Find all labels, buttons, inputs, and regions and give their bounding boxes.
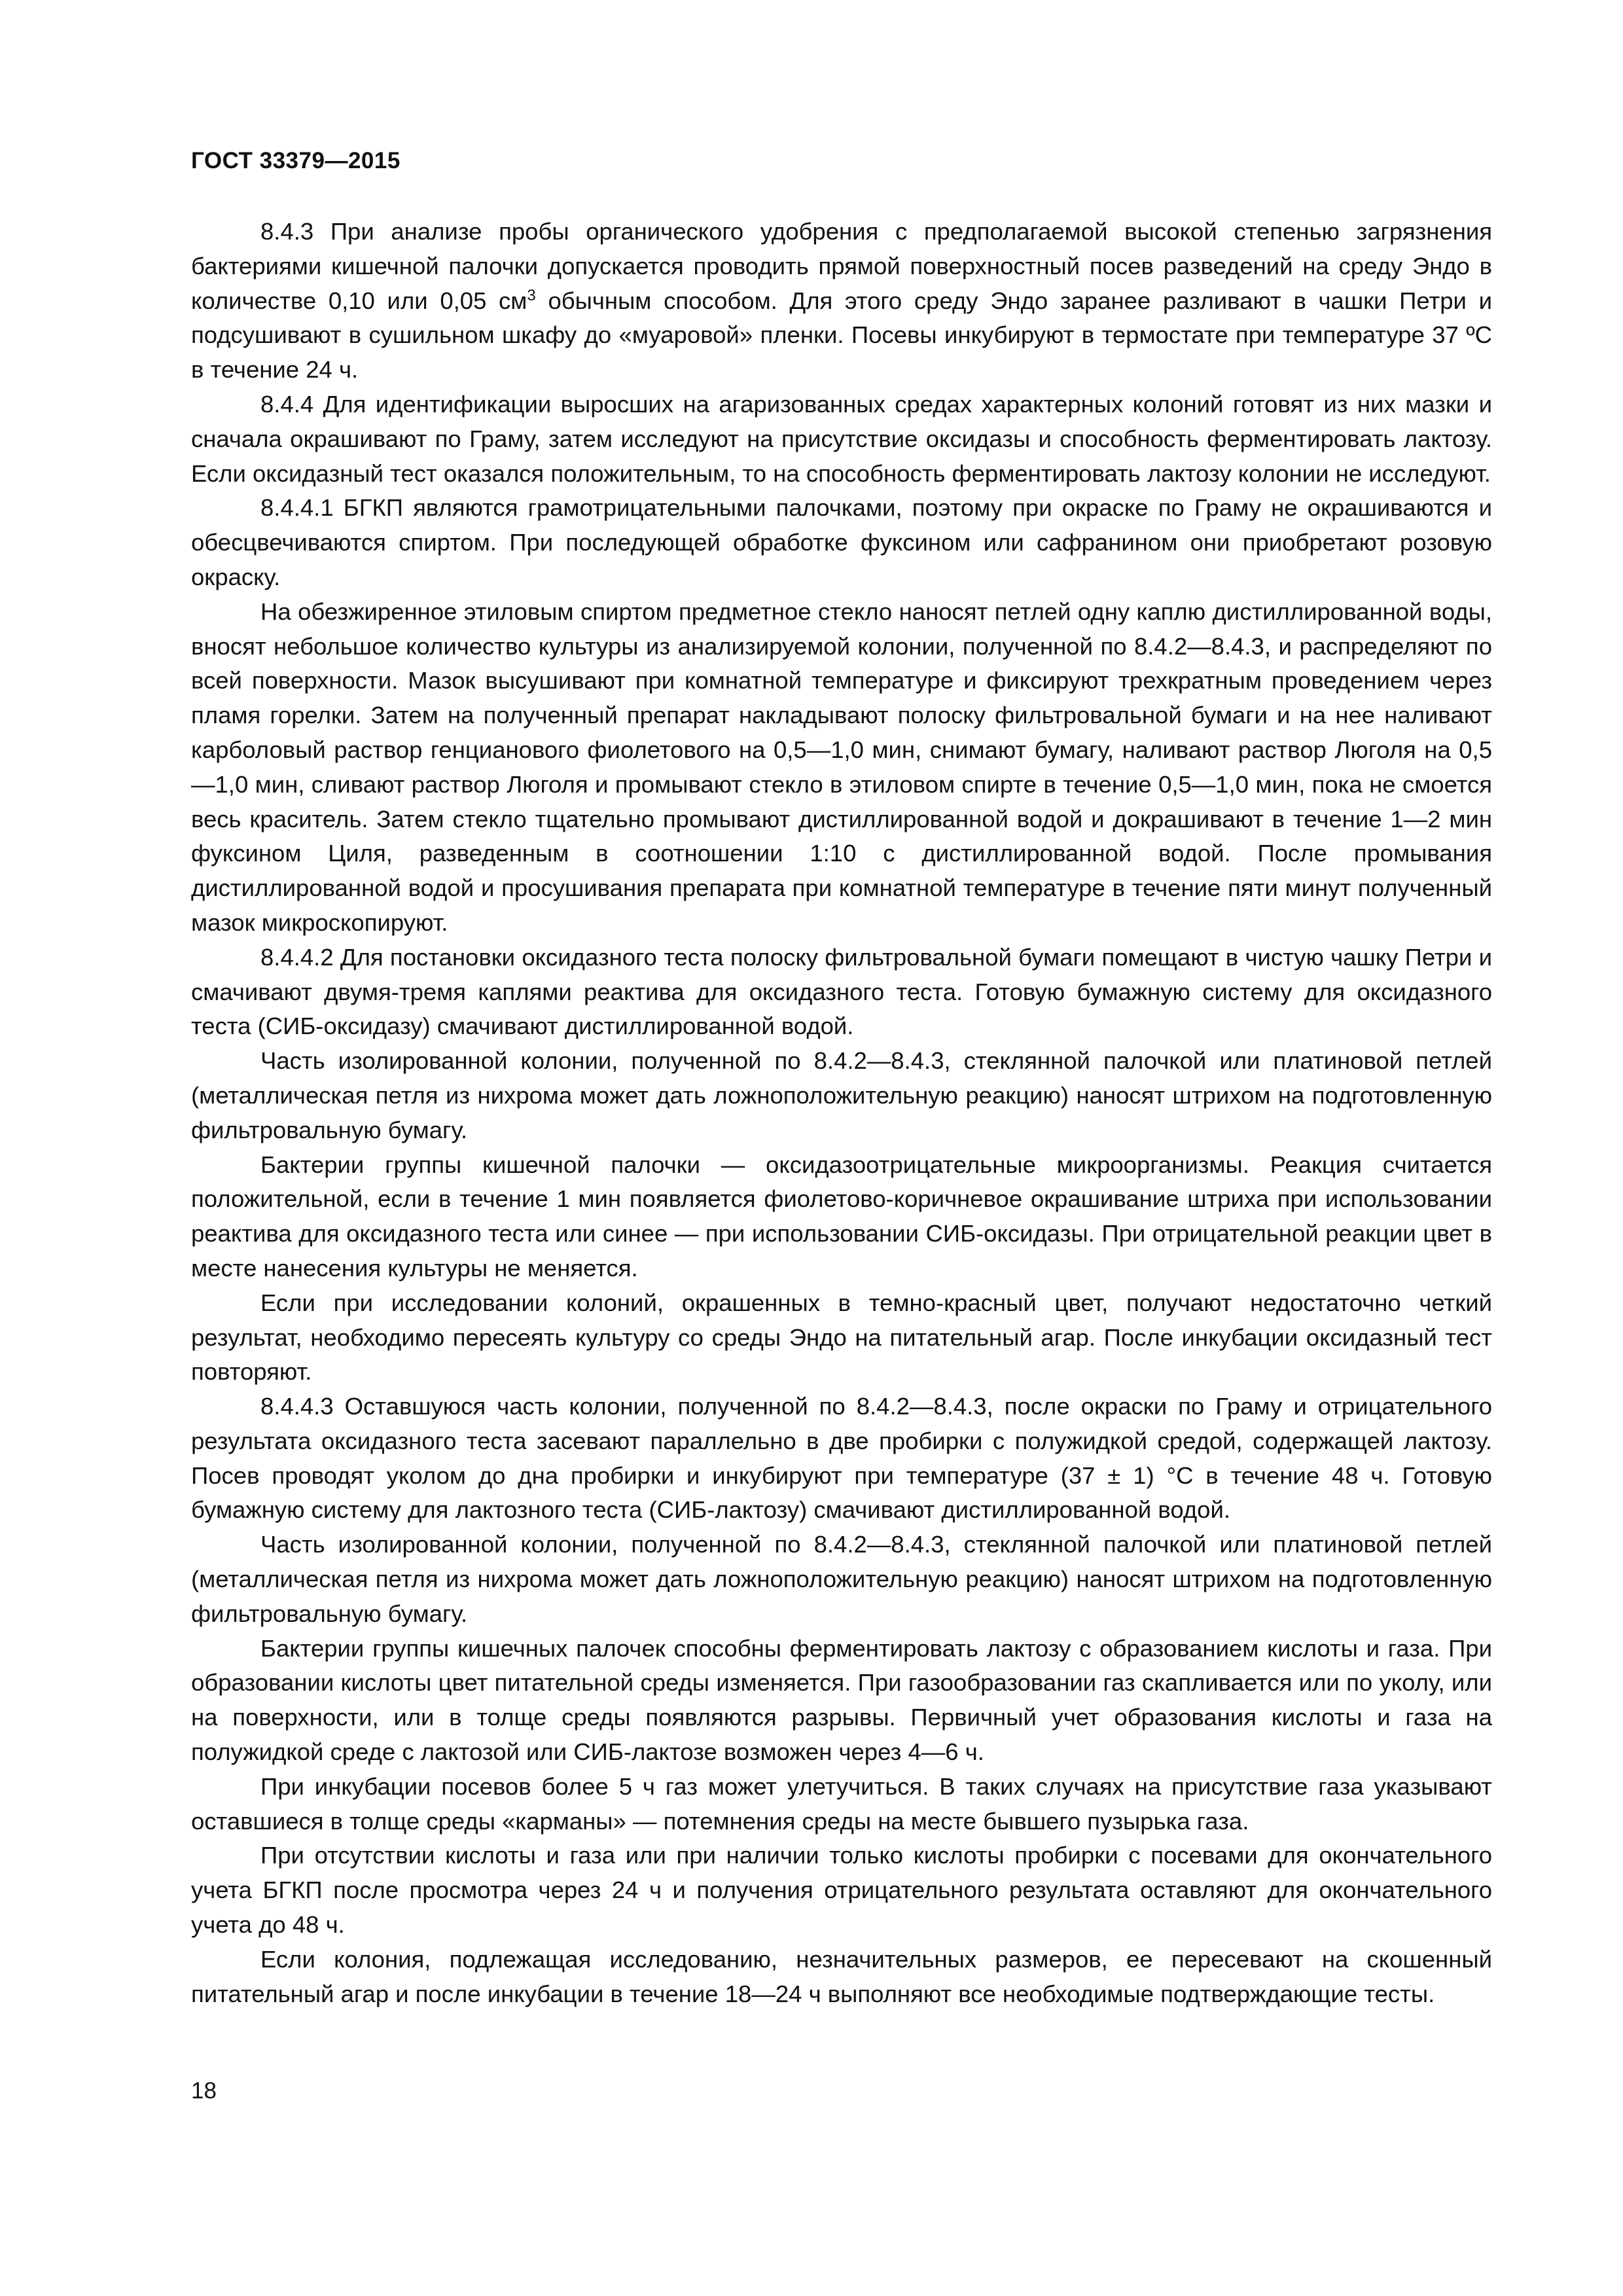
paragraph (191, 215, 1492, 387)
paragraph: При инкубации посевов более 5 ч газ может улетучиться. В таких случаях на присутствие газа указывают оставшиеся в толще среды «карманы» — потемнения среды на месте бывшего пузырька газа. (191, 1772, 1492, 1835)
paragraph: 8.4.4.2 Для постановки оксидазного теста полоску фильтровальной бумаги помещают в чистую чашку Петри и смачивают двумя-тремя каплями реактива для оксидазного теста. Готовую бумажную систему для оксидазного теста (СИБ-оксидазу) смачивают дистиллированной водой. (191, 943, 1492, 1040)
paragraph: При отсутствии кислоты и газа или при наличии только кислоты пробирки с посевами для окончательного учета БГКП после просмотра через 24 ч и получения отрицательного результата оставляют для окончательного учета до 48 ч. (191, 1842, 1492, 1939)
paragraph: На обезжиренное этиловым спиртом предметное стекло наносят петлей одну каплю дистиллированной воды, вносят небольшое количество культуры из анализируемой колонии, полученной по 8.4.2—8.4.3, и распределяют по всей поверхности. Мазок высушивают при комнатной температуре и фиксируют трехкратным проведением через пламя горелки. Затем на полученный препарат накладывают полоску фильтровальной бумаги и на нее наливают карболовый раствор генцианового фиолетового на 0,5—1,0 мин, снимают бумагу, наливают раствор Люголя на 0,5—1,0 мин, сливают раствор Люголя и промывают стекло в этиловом спирте в течение 0,5—1,0 мин, пока не смоется весь краситель. Затем стекло тщательно промывают дистиллированной водой и докрашивают в течение 1—2 мин фуксином Циля, разведенным в соотношении 1:10 с дистиллированной водой. После промывания дистиллированной водой и просушивания препарата при комнатной температуре в течение пяти минут полученный мазок микроскопируют. (191, 598, 1492, 936)
paragraph-text: 8.4.3 При анализе пробы органического удобрения с предполагаемой высокой степенью загрязнения бактериями кишечной палочки допускается проводить прямой поверхностный посев разведений на среду Эндо в количестве 0,10 или 0,05 см (191, 218, 1492, 314)
paragraph-text: обычным способом. Для этого среду Эндо заранее разливают в чашки Петри и подсушивают в сушильном шкафу до «муаровой» пленки. Посевы инкубируют в термостате при температуре 37 ºС в течение 24 ч. (191, 287, 1492, 384)
paragraph: Бактерии группы кишечной палочки — оксидазоотрицательные микроорганизмы. Реакция считается положительной, если в течение 1 мин появляется фиолетово-коричневое окрашивание штриха при использовании реактива для оксидазного теста или синее — при использовании СИБ-оксидазы. При отрицательной реакции цвет в месте нанесения культуры не меняется. (191, 1151, 1492, 1282)
paragraph: 8.4.4.1 БГКП являются грамотрицательными палочками, поэтому при окраске по Граму не окрашиваются и обесцвечиваются спиртом. При последующей обработке фуксином или сафранином они приобретают розовую окраску. (191, 494, 1492, 590)
document-header: ГОСТ 33379—2015 (191, 148, 401, 173)
paragraph: Если при исследовании колоний, окрашенных в темно-красный цвет, получают недостаточно четкий результат, необходимо пересеять культуру со среды Эндо на питательный агар. После инкубации оксидазный тест повторяют. (191, 1289, 1492, 1386)
paragraph: 8.4.4.3 Оставшуюся часть колонии, полученной по 8.4.2—8.4.3, после окраски по Граму и отрицательного результата оксидазного теста засевают параллельно в две пробирки с полужидкой средой, содержащей лактозу. Посев проводят уколом до дна пробирки и инкубируют при температуре (37 ± 1) °С в течение 48 ч. Готовую бумажную систему для лактозного теста (СИБ-лактозу) смачивают дистиллированной водой. (191, 1393, 1492, 1524)
page-number: 18 (191, 2078, 217, 2104)
paragraph: Бактерии группы кишечных палочек способны ферментировать лактозу с образованием кислоты и газа. При образовании кислоты цвет питательной среды изменяется. При газообразовании газ скапливается или по уколу, или на поверхности, или в толще среды появляются разрывы. Первичный учет образования кислоты и газа на полужидкой среде с лактозой или СИБ-лактозе возможен через 4—6 ч. (191, 1634, 1492, 1766)
paragraph: Часть изолированной колонии, полученной по 8.4.2—8.4.3, стеклянной палочкой или платиновой петлей (металлическая петля из нихрома может дать ложноположительную реакцию) наносят штрихом на подготовленную фильтровальную бумагу. (191, 1531, 1492, 1627)
paragraph: Часть изолированной колонии, полученной по 8.4.2—8.4.3, стеклянной палочкой или платиновой петлей (металлическая петля из нихрома может дать ложноположительную реакцию) наносят штрихом на подготовленную фильтровальную бумагу. (191, 1047, 1492, 1143)
paragraph: 8.4.4 Для идентификации выросших на агаризованных средах характерных колоний готовят из них мазки и сначала окрашивают по Граму, затем исследуют на присутствие оксидазы и способность ферментировать лактозу. Если оксидазный тест оказался положительным, то на способность ферментировать лактозу колонии не исследуют. (191, 390, 1492, 487)
document-body (191, 215, 1492, 2011)
paragraph: Если колония, подлежащая исследованию, незначительных размеров, ее пересевают на скошенный питательный агар и после инкубации в течение 18—24 ч выполняют все необходимые подтверждающие тесты. (191, 1945, 1492, 2007)
superscript: 3 (527, 286, 536, 304)
